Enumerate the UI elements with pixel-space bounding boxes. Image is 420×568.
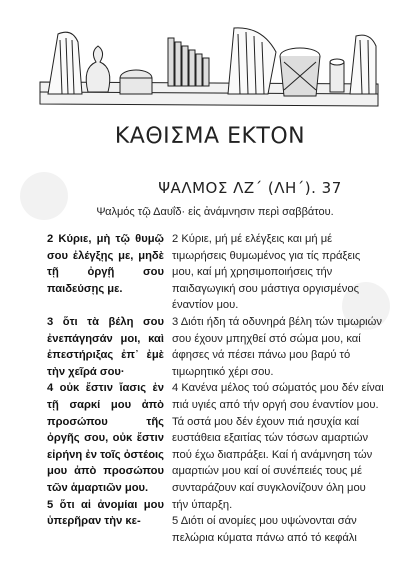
- modern-translation-column: [172, 231, 385, 561]
- watermark-logo: [18, 170, 70, 222]
- ancient-text-column: [47, 231, 164, 561]
- verse-modern: 5 Διότι οί ανομίες μου υψώνονται σάν πελώρια κύματα πάνω από τό κεφάλι: [172, 515, 357, 544]
- verse-ancient: 4 οὐκ ἔστιν ἴασις ἐν τῇ σαρκί μου ἀπὸ προσώπου τῆς ὀργῆς σου, οὐκ ἔστιν εἰρήνη ἐν τοῖς ὀστέοις μου ἀπὸ προσώπου τῶν ἁμαρτιῶν μου.: [47, 382, 164, 494]
- verse-modern: 2 Κύριε, μή μέ ελέγξεις και μή μέ τιμωρήσεις θυμωμένος για τίς πράξεις μου, καί μή χρησιμοποιήσεις τήν παιδαγωγική σου μάστιγα οργισμένος έναντίον μου.: [172, 233, 361, 312]
- psalm-superscription: Ψαλμός τῷ Δαυΐδ· εἰς ἀνάμνησιν περὶ σαββάτου.: [96, 206, 334, 218]
- verse-ancient: 3 ὅτι τὰ βέλη σου ἐνεπάγησάν μοι, καὶ ἐπεστήριξας ἐπ᾿ ἐμὲ τὴν χεῖρά σου·: [47, 315, 164, 378]
- psalm-title: ΨΑΛΜΟΣ ΛΖ΄ (ΛΗ΄). 37: [158, 179, 342, 197]
- verse-modern: 4 Κανένα μέλος τού σώματός μου δέν είναι πιά υγιές από τήν οργή σου έναντίον μου. Τά οστά μου δέν έχουν πιά ησυχία καί ευστάθεια εξαιτίας τών τόσων αμαρτιών πού έχω διαπράξει. Καί ή ανάμνηση τών αμαρτιών μου καί οί συνέπειές τους μέ συνταράζουν καί συγκλονίζουν όλη μου τήν ύπαρξη.: [172, 382, 384, 511]
- verse-ancient: 5 ὅτι αἱ ἀνομίαι μου ὑπερῆραν τὴν κε-: [47, 498, 164, 528]
- verse-modern: 3 Διότι ήδη τά οδυνηρά βέλη τών τιμωριών σου έχουν μπηχθεί στό σώμα μου, καί άφησες νά πέσει πάνω μου βαρύ τό τιμωρητικό χέρι σου.: [172, 315, 382, 378]
- section-heading: ΚΑΘΙΣΜΑ ΕΚΤΟΝ: [114, 124, 306, 149]
- musical-instruments-illustration: [38, 22, 383, 110]
- verse-ancient: 2 Κύριε, μὴ τῷ θυμῷ σου ἐλέγξῃς με, μηδὲ τῇ ὀργῇ σου παιδεύσῃς με.: [47, 233, 164, 295]
